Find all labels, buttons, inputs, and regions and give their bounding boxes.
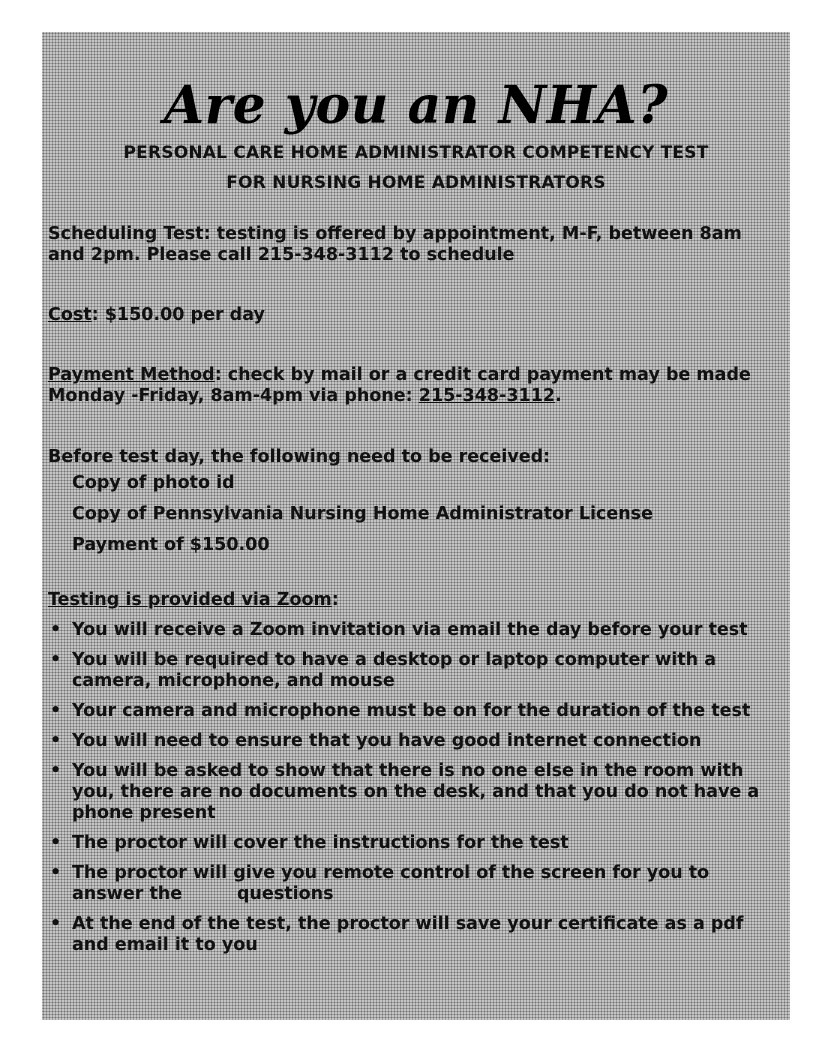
bullet-text: The proctor will give you remote control of the screen for you to answer the questions — [72, 863, 716, 904]
cost-text: : $150.00 per day — [91, 305, 265, 325]
bullet-icon: • — [50, 620, 62, 640]
list-item — [48, 863, 784, 905]
list-item — [48, 761, 784, 824]
bullet-text: At the end of the test, the proctor will save your certificate as a pdf and email it to you — [72, 914, 744, 955]
bullet-text: You will need to ensure that you have good internet connection — [72, 731, 702, 751]
before-test-list — [48, 468, 784, 561]
list-item: Payment of $150.00 — [72, 535, 270, 555]
bullet-icon: • — [50, 650, 62, 670]
list-item — [48, 731, 784, 752]
list-item — [48, 914, 784, 956]
bullet-icon: • — [50, 701, 62, 721]
list-item: Copy of Pennsylvania Nursing Home Administrator License — [72, 504, 653, 524]
cost-line — [48, 305, 784, 326]
list-item — [48, 620, 784, 641]
bullet-text: You will be required to have a desktop or laptop computer with a camera, microphone, and mouse — [72, 650, 717, 691]
bullet-icon: • — [50, 731, 62, 751]
payment-line — [48, 365, 784, 407]
bullet-text: You will be asked to show that there is no one else in the room with you, there are no documents on the desk, and that you do not have a phone present — [72, 761, 760, 823]
payment-label: Payment Method — [48, 365, 215, 385]
payment-text: : check by mail or a credit card payment may be made Monday -Friday, 8am-4pm via phone: — [48, 365, 751, 406]
subtitle-line-2: FOR NURSING HOME ADMINISTRATORS — [226, 173, 606, 193]
list-item — [48, 833, 784, 854]
before-test-heading: Before test day, the following need to be received: — [48, 447, 551, 467]
bullet-icon: • — [50, 833, 62, 853]
zoom-heading-suffix: : — [331, 590, 339, 610]
list-item — [48, 650, 784, 692]
zoom-bullet-list — [48, 620, 784, 956]
subtitle-line-1: PERSONAL CARE HOME ADMINISTRATOR COMPETENCY TEST — [123, 143, 709, 163]
bullet-text: You will receive a Zoom invitation via email the day before your test — [72, 620, 748, 640]
zoom-heading-line — [48, 590, 784, 611]
bullet-icon: • — [50, 863, 62, 883]
flyer-title: Are you an NHA? — [163, 75, 669, 136]
bullet-icon: • — [50, 914, 62, 934]
payment-phone-link[interactable]: 215-348-3112 — [418, 386, 556, 406]
payment-end: . — [555, 386, 562, 406]
list-item: Copy of photo id — [72, 473, 235, 493]
cost-label: Cost — [48, 305, 92, 325]
bullet-text: Your camera and microphone must be on for the duration of the test — [72, 701, 751, 721]
flyer-panel — [42, 32, 790, 1020]
list-item — [48, 701, 784, 722]
bullet-text: The proctor will cover the instructions for the test — [72, 833, 569, 853]
bullet-icon: • — [50, 761, 62, 781]
scheduling-text: Scheduling Test: testing is offered by appointment, M-F, between 8am and 2pm. Please call 215-348-3112 to schedule — [48, 224, 742, 265]
zoom-heading: Testing is provided via Zoom — [48, 590, 332, 610]
